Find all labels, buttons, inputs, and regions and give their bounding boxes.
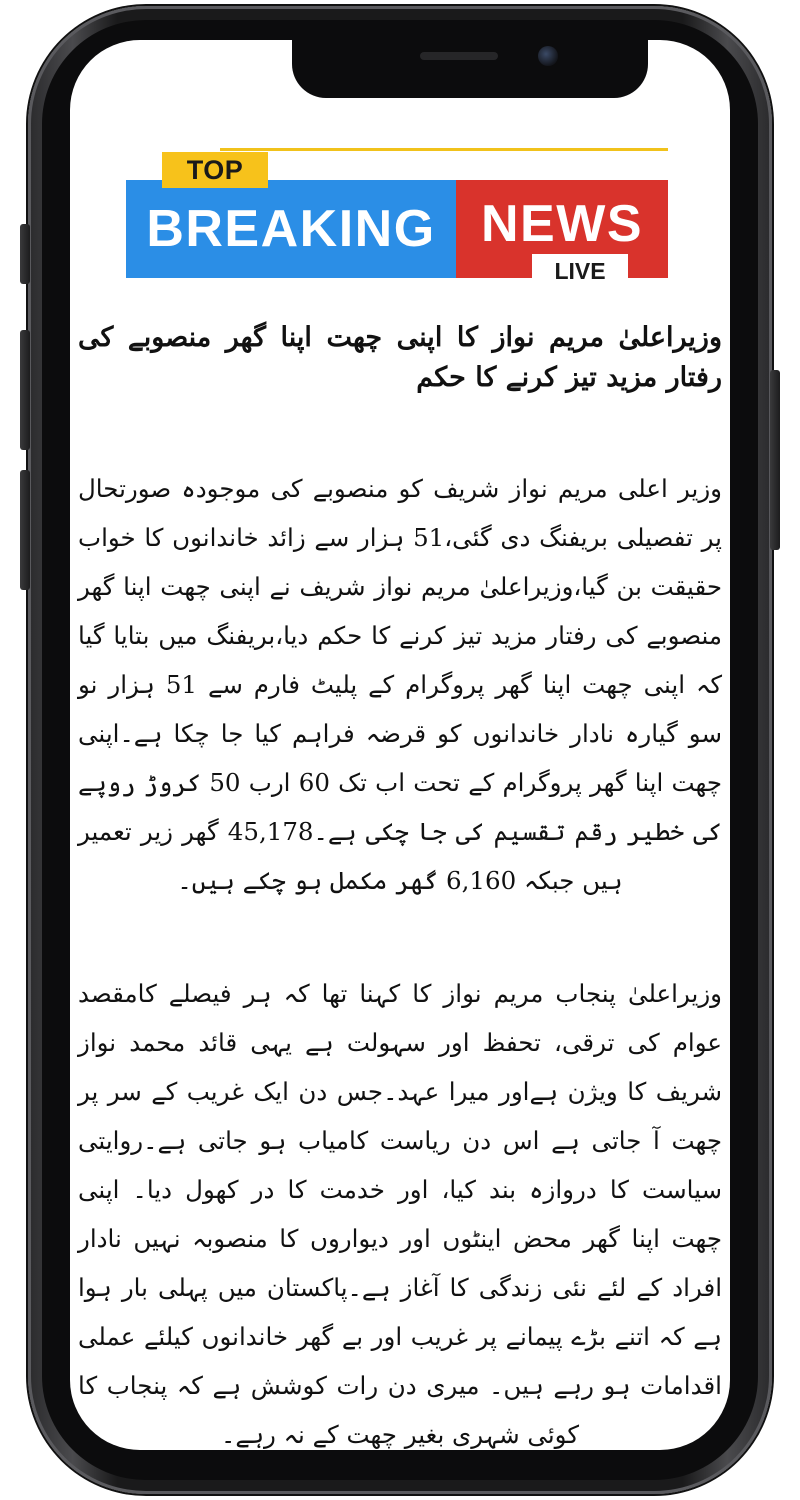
news-label: NEWS — [456, 180, 668, 278]
volume-up-button — [20, 330, 30, 450]
article-paragraph: وزیر اعلی مریم نواز شریف کو منصوبے کی موجودہ صورتحال پر تفصیلی بریفنگ دی گئی،51 ہزار سے زائد خاندانوں کا خواب حقیقت بن گیا،وزیراعلیٰ مریم نواز شریف نے اپنی چھت اپنا گھر منصوبے کی رفتار مزید تیز کرنے کا حکم دیا،بریفنگ میں بتایا گیا کہ اپنی چھت اپنا گھر پروگرام کے پلیٹ فارم سے 51 ہزار نو سو گیارہ نادار خاندانوں کو قرضہ فراہم کیا جا چکا ہے۔اپنی چھت اپنا گھر پروگرام کے تحت اب تک 60 ارب 50 کروڑ روپے کی خطیر رقم تقسیم کی جا چکی ہے۔45,178 گھر زیر تعمیر ہیں جبکہ 6,160 گھر مکمل ہو چکے ہیں۔ — [78, 474, 722, 895]
banner-accent-line — [220, 148, 668, 151]
phone-screen — [70, 40, 730, 1450]
article — [78, 318, 722, 1450]
live-label: LIVE — [532, 254, 628, 288]
article-paragraph: وزیراعلیٰ پنجاب مریم نواز کا کہنا تھا کہ ہر فیصلے کامقصد عوام کی ترقی، تحفظ اور سہولت ہے یہی قائد محمد نواز شریف کا ویژن ہےاور میرا عہد۔جس دن ایک غریب کے سر پر چھت آ جاتی ہے اس دن ریاست کامیاب ہو جاتی ہے۔روایتی سیاست کا دروازہ بند کیا، اور خدمت کا در کھول دیا۔ اپنی چھت اپنا گھر محض اینٹوں اور دیواروں کا منصوبہ نہیں نادار افراد کے لئے نئی زندگی کا آغاز ہے۔پاکستان میں پہلی بار ہوا ہے کہ اتنے بڑے پیمانے پر غریب اور بے گھر خاندانوں کیلئے عملی اقدامات ہو رہے ہیں۔ میری دن رات کوشش ہے کہ پنجاب کا کوئی شہری بغیر چھت کے نہ رہے۔ — [78, 979, 722, 1449]
front-camera-icon — [538, 46, 558, 66]
power-button — [770, 370, 780, 550]
breaking-news-banner — [126, 148, 668, 288]
breaking-label: BREAKING — [126, 180, 456, 278]
article-headline: وزیراعلیٰ مریم نواز کا اپنی چھت اپنا گھر منصوبے کی رفتار مزید تیز کرنے کا حکم — [78, 322, 722, 393]
notch — [292, 40, 648, 98]
speaker-grille — [420, 52, 498, 60]
top-label: TOP — [162, 152, 268, 188]
silent-switch — [20, 224, 30, 284]
volume-down-button — [20, 470, 30, 590]
